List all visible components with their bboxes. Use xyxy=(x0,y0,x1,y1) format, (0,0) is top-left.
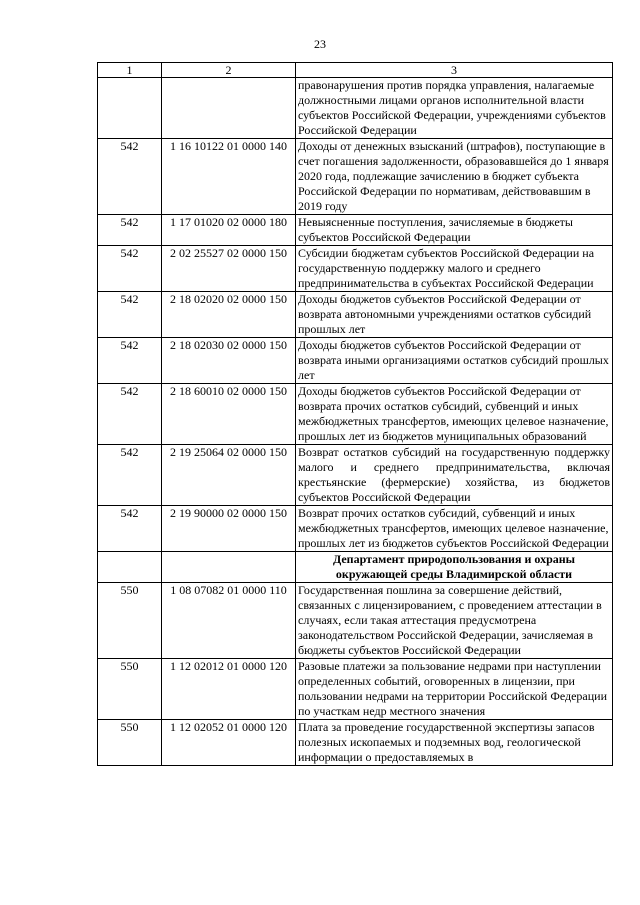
budget-classification-code-cell: 1 12 02012 01 0000 120 xyxy=(162,659,296,720)
revenue-description-cell: правонарушения против порядка управления, налагаемые должностными лицами органов исполнительной власти субъектов Российской Федерации, учреждениями субъектов Российской Федерации xyxy=(296,78,613,139)
page-number: 23 xyxy=(314,37,326,51)
budget-classification-code-cell: 1 12 02052 01 0000 120 xyxy=(162,720,296,766)
revenue-codes-table xyxy=(97,62,613,766)
department-name-cell: Департамент природопользования и охраны окружающей среды Владимирской области xyxy=(296,552,613,583)
budget-classification-code-cell: 1 08 07082 01 0000 110 xyxy=(162,583,296,659)
admin-code-cell: 550 xyxy=(98,583,162,659)
budget-classification-code-cell xyxy=(162,78,296,139)
budget-classification-code-cell xyxy=(162,552,296,583)
revenue-description-cell: Доходы бюджетов субъектов Российской Федерации от возврата автономными учреждениями остатков субсидий прошлых лет xyxy=(296,292,613,338)
budget-classification-code-cell: 2 18 60010 02 0000 150 xyxy=(162,384,296,445)
admin-code-cell: 542 xyxy=(98,384,162,445)
revenue-description-cell: Субсидии бюджетам субъектов Российской Федерации на государственную поддержку малого и среднего предпринимательства в субъектах Российской Федерации xyxy=(296,246,613,292)
column-header-3: 3 xyxy=(296,63,613,78)
revenue-description-cell: Доходы бюджетов субъектов Российской Федерации от возврата прочих остатков субсидий, субвенций и иных межбюджетных трансфертов, имеющих целевое назначение, прошлых лет из бюджетов муниципальных образований xyxy=(296,384,613,445)
budget-classification-code-cell: 1 16 10122 01 0000 140 xyxy=(162,139,296,215)
budget-classification-code-cell: 2 18 02030 02 0000 150 xyxy=(162,338,296,384)
revenue-description-cell: Плата за проведение государственной экспертизы запасов полезных ископаемых и подземных вод, геологической информации о предоставляемых в xyxy=(296,720,613,766)
admin-code-cell: 542 xyxy=(98,246,162,292)
table-row xyxy=(98,215,613,246)
column-header-2: 2 xyxy=(162,63,296,78)
admin-code-cell xyxy=(98,552,162,583)
table-row xyxy=(98,659,613,720)
table-row xyxy=(98,583,613,659)
admin-code-cell: 550 xyxy=(98,720,162,766)
table-row xyxy=(98,445,613,506)
revenue-description-cell: Невыясненные поступления, зачисляемые в бюджеты субъектов Российской Федерации xyxy=(296,215,613,246)
revenue-description-cell: Доходы бюджетов субъектов Российской Федерации от возврата иными организациями остатков субсидий прошлых лет xyxy=(296,338,613,384)
revenue-description-cell: Возврат остатков субсидий на государственную поддержку малого и среднего предпринимательства, включая крестьянские (фермерские) хозяйства, из бюджетов субъектов Российской Федерации xyxy=(296,445,613,506)
admin-code-cell: 542 xyxy=(98,292,162,338)
table-row xyxy=(98,246,613,292)
table-row xyxy=(98,384,613,445)
table-row xyxy=(98,292,613,338)
budget-classification-code-cell: 2 02 25527 02 0000 150 xyxy=(162,246,296,292)
budget-classification-code-cell: 2 19 90000 02 0000 150 xyxy=(162,506,296,552)
department-header-row xyxy=(98,552,613,583)
admin-code-cell: 542 xyxy=(98,215,162,246)
table-row xyxy=(98,506,613,552)
table-row xyxy=(98,338,613,384)
admin-code-cell: 542 xyxy=(98,506,162,552)
budget-classification-code-cell: 2 18 02020 02 0000 150 xyxy=(162,292,296,338)
admin-code-cell: 542 xyxy=(98,445,162,506)
column-header-1: 1 xyxy=(98,63,162,78)
table-header-row xyxy=(98,63,613,78)
admin-code-cell: 542 xyxy=(98,139,162,215)
budget-classification-code-cell: 2 19 25064 02 0000 150 xyxy=(162,445,296,506)
revenue-description-cell: Возврат прочих остатков субсидий, субвенций и иных межбюджетных трансфертов, имеющих целевое назначение, прошлых лет из бюджетов субъектов Российской Федерации xyxy=(296,506,613,552)
revenue-description-cell: Доходы от денежных взысканий (штрафов), поступающие в счет погашения задолженности, образовавшейся до 1 января 2020 года, подлежащие зачислению в бюджет субъекта Российской Федерации по нормативам, действовавшим в 2019 году xyxy=(296,139,613,215)
table-row xyxy=(98,78,613,139)
revenue-description-cell: Государственная пошлина за совершение действий, связанных с лицензированием, с проведением аттестации в случаях, если такая аттестация предусмотрена законодательством Российской Федерации, зачисляемая в бюджеты субъектов Российской Федерации xyxy=(296,583,613,659)
table-row xyxy=(98,720,613,766)
budget-classification-code-cell: 1 17 01020 02 0000 180 xyxy=(162,215,296,246)
revenue-description-cell: Разовые платежи за пользование недрами при наступлении определенных событий, оговоренных в лицензии, при пользовании недрами на территории Российской Федерации по участкам недр местного значения xyxy=(296,659,613,720)
table-row xyxy=(98,139,613,215)
admin-code-cell: 542 xyxy=(98,338,162,384)
admin-code-cell xyxy=(98,78,162,139)
admin-code-cell: 550 xyxy=(98,659,162,720)
table-body xyxy=(98,78,613,766)
